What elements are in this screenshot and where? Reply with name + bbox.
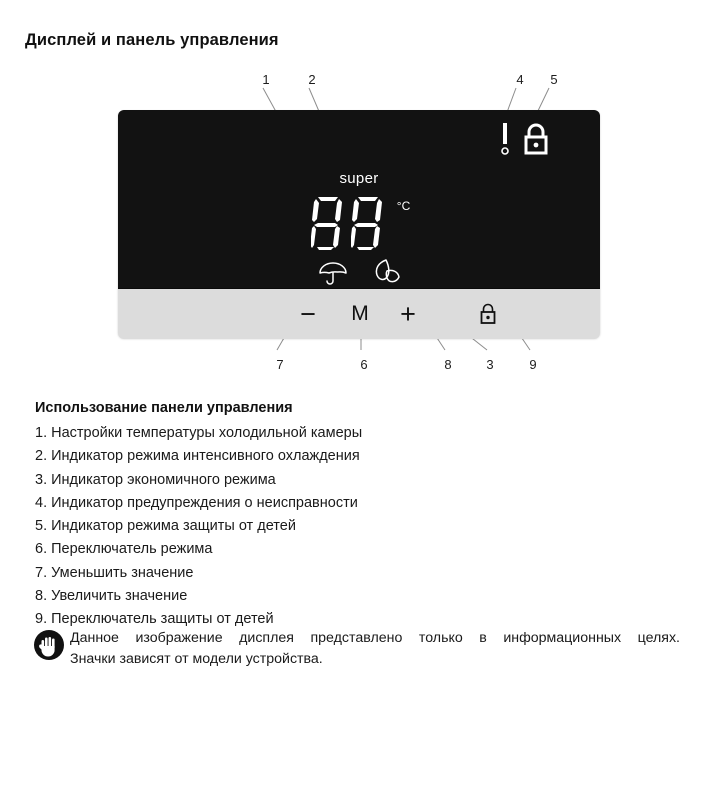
intensive-cooling-icon <box>317 258 349 286</box>
callout-number-3: 3 <box>486 357 494 372</box>
usage-list-item: 8. Увеличить значение <box>35 588 188 605</box>
callout-number-4: 4 <box>516 72 524 87</box>
increase-value-button[interactable]: + <box>400 298 416 329</box>
exclamation-warning-icon <box>498 122 512 156</box>
callout-number-5: 5 <box>550 72 558 87</box>
page-title: Дисплей и панель управления <box>25 31 279 49</box>
usage-list-item: 5. Индикатор режима защиты от детей <box>35 518 296 535</box>
usage-section-title: Использование панели управления <box>35 400 293 416</box>
usage-list-item: 4. Индикатор предупреждения о неисправности <box>35 494 358 511</box>
seven-segment-digit <box>311 196 345 250</box>
decrease-value-button[interactable]: − <box>300 298 316 329</box>
note-text <box>70 628 680 670</box>
usage-section <box>35 400 675 632</box>
mode-switch-button[interactable]: M <box>351 302 369 325</box>
callout-number-6: 6 <box>360 357 368 372</box>
display-screen <box>118 110 600 288</box>
informational-note <box>33 628 681 670</box>
usage-list-item: 9. Переключатель защиты от детей <box>35 611 274 628</box>
note-line-1: Данное изображение дисплея представлено только в информационных целях. <box>70 630 680 646</box>
temperature-unit-label: °C <box>396 199 411 213</box>
device-control-panel <box>118 110 600 338</box>
button-strip <box>118 288 600 339</box>
eco-leaf-icon <box>371 257 401 287</box>
mode-indicator-icons <box>118 256 600 288</box>
callout-number-7: 7 <box>276 357 284 372</box>
usage-list-item: 3. Индикатор экономичного режима <box>35 471 276 488</box>
callout-number-1: 1 <box>262 72 270 87</box>
note-line-2: Значки зависят от модели устройства. <box>70 651 323 667</box>
usage-list-item: 6. Переключатель режима <box>35 541 213 558</box>
super-mode-label: super <box>339 170 379 187</box>
padlock-icon <box>478 302 498 326</box>
callout-number-2: 2 <box>308 72 316 87</box>
usage-list-item: 2. Индикатор режима интенсивного охлаждения <box>35 448 360 465</box>
callout-number-9: 9 <box>529 357 537 372</box>
usage-list-item: 7. Уменьшить значение <box>35 564 194 581</box>
usage-list-item: 1. Настройки температуры холодильной камеры <box>35 425 363 441</box>
child-lock-button[interactable] <box>468 289 508 339</box>
seven-segment-digit <box>351 196 385 250</box>
callout-number-8: 8 <box>444 357 452 372</box>
padlock-icon <box>521 122 551 156</box>
temperature-display <box>118 195 600 251</box>
control-panel-figure <box>0 60 711 385</box>
hand-stop-icon <box>33 629 65 661</box>
